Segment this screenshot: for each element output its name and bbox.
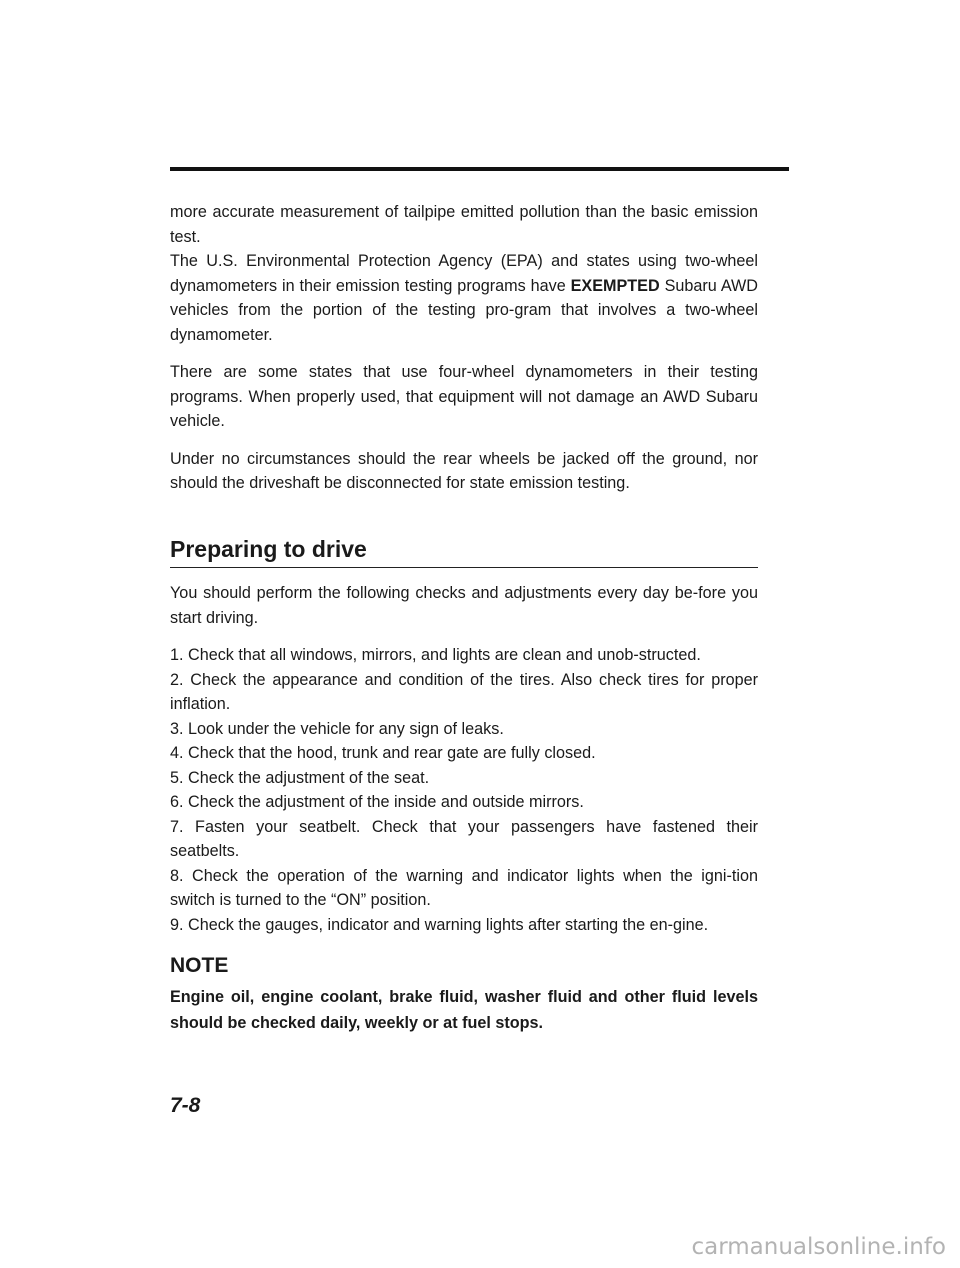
section-heading: Preparing to drive (170, 533, 758, 568)
intro-paragraph-2-lead: The U.S. Environmental Protection Agency (EPA) and states using two-wheel dynamometers in their emission testing programs have (170, 252, 758, 295)
intro-paragraph-2 (170, 249, 758, 347)
section-intro: You should perform the following checks and adjustments every day be-fore you start driving. (170, 584, 758, 627)
watermark-text: carmanualsonline.info (691, 1234, 946, 1260)
checklist-item: 7. Fasten your seatbelt. Check that your passengers have fastened their seatbelts. (170, 817, 758, 860)
exempted-emphasis: EXEMPTED (570, 276, 660, 295)
page-number: 7-8 (170, 1094, 201, 1117)
intro-paragraph-1: more accurate measurement of tailpipe emitted pollution than the basic emission test. (170, 203, 758, 246)
checklist-item: 3. Look under the vehicle for any sign of leaks. (170, 719, 504, 738)
intro-paragraph-2-rest: Subaru AWD vehicles from the portion of the testing pro-gram that involves a two-wheel dynamometer. (170, 276, 758, 344)
checklist-item: 2. Check the appearance and condition of the tires. Also check tires for proper inflation. (170, 670, 758, 713)
checklist-item: 1. Check that all windows, mirrors, and lights are clean and unob-structed. (170, 646, 701, 664)
checklist-item: 6. Check the adjustment of the inside and outside mirrors. (170, 793, 584, 811)
intro-paragraph-3: There are some states that use four-wheel dynamometers in their testing programs. When properly used, that equipment will not damage an AWD Subaru vehicle. (170, 363, 758, 430)
note-text: Engine oil, engine coolant, brake fluid, washer fluid and other fluid levels should be checked daily, weekly or at fuel stops. (170, 988, 758, 1032)
section-body (170, 581, 758, 1036)
checklist-item: 4. Check that the hood, trunk and rear gate are fully closed. (170, 744, 596, 762)
intro-paragraph-4: Under no circumstances should the rear wheels be jacked off the ground, nor should the driveshaft be disconnected for state emission testing. (170, 449, 758, 492)
checklist-item: 9. Check the gauges, indicator and warning lights after starting the en-gine. (170, 915, 709, 934)
checklist (170, 643, 758, 937)
checklist-item: 5. Check the adjustment of the seat. (170, 768, 430, 787)
note-heading: NOTE (170, 954, 229, 977)
checklist-item: 8. Check the operation of the warning and indicator lights when the igni-tion switch is turned to the “ON” position. (170, 866, 758, 909)
top-rule (170, 167, 789, 171)
intro-text-block (170, 200, 758, 496)
